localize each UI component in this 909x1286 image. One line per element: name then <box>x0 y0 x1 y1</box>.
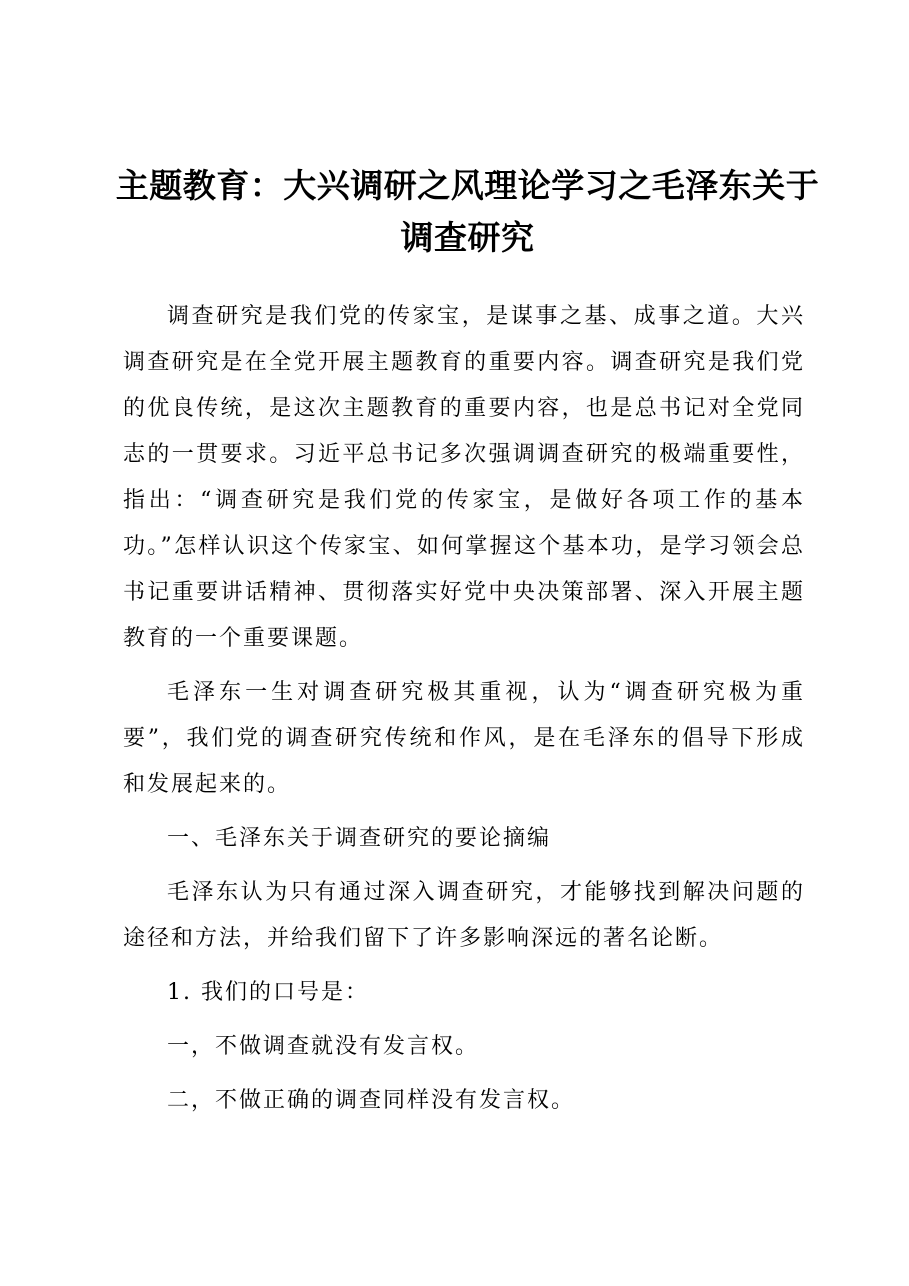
paragraph-mao-emphasis: 毛泽东一生对调查研究极其重视，认为“调查研究极为重要”，我们党的调查研究传统和作风，是在毛泽东的倡导下形成和发展起来的。 <box>123 680 805 797</box>
paragraph-intro: 调查研究是我们党的传家宝，是谋事之基、成事之道。大兴调查研究是在全党开展主题教育的重要内容。调查研究是我们党的优良传统，是这次主题教育的重要内容，也是总书记对全党同志的一贯要求。习近平总书记多次强调调查研究的极端重要性，指出：“调查研究是我们党的传家宝，是做好各项工作的基本功。”怎样认识这个传家宝、如何掌握这个基本功，是学习领会总书记重要讲话精神、贯彻落实好党中央决策部署、深入开展主题教育的一个重要课题。 <box>123 304 805 651</box>
document-body <box>123 294 805 1132</box>
list-heading: 1. 我们的口号是： <box>167 980 369 1005</box>
document-title: 主题教育：大兴调研之风理论学习之毛泽东关于调查研究 <box>115 166 820 257</box>
section-heading: 一、毛泽东关于调查研究的要论摘编 <box>167 826 552 851</box>
list-item-2: 二，不做正确的调查同样没有发言权。 <box>167 1088 576 1113</box>
paragraph-mao-view: 毛泽东认为只有通过深入调查研究，才能够找到解决问题的途径和方法，并给我们留下了许多影响深远的著名论断。 <box>123 880 805 951</box>
list-item-1: 一，不做调查就没有发言权。 <box>167 1034 480 1059</box>
